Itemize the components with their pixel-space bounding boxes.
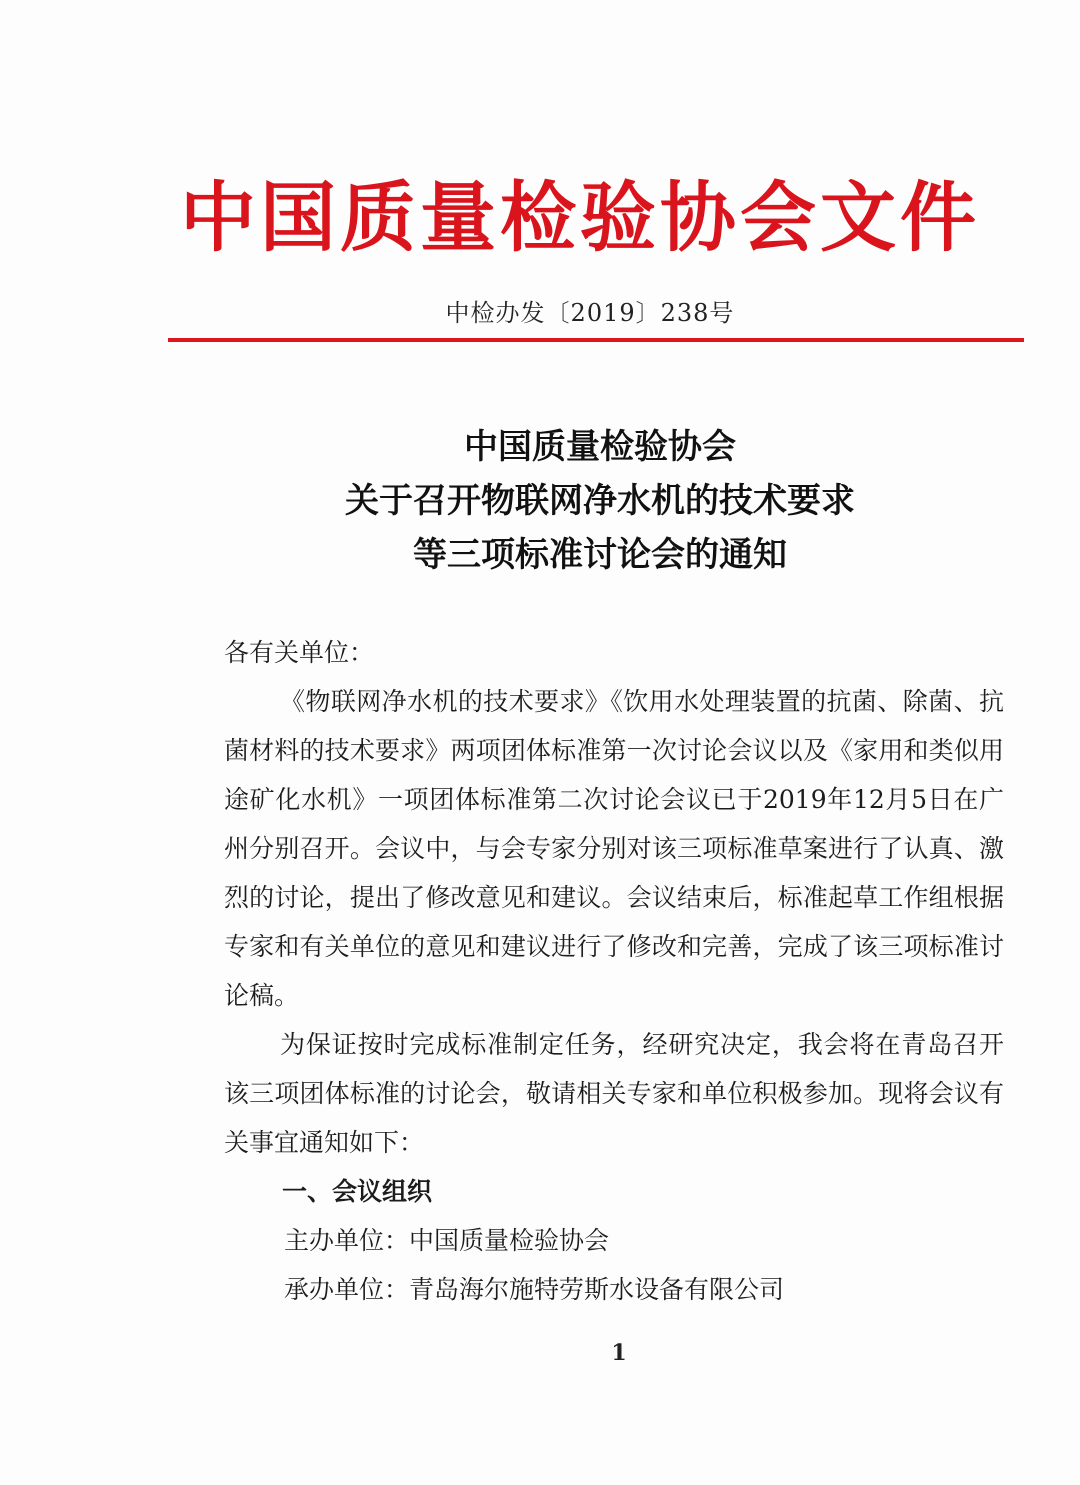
section-heading-organization: 一、会议组织 bbox=[282, 1177, 433, 1206]
notice-title-line-2: 关于召开物联网净水机的技术要求 bbox=[345, 481, 855, 521]
page-number: 1 bbox=[611, 1340, 627, 1366]
document-number: 中检办发〔2019〕238号 bbox=[445, 299, 735, 327]
notice-title bbox=[0, 420, 1080, 582]
paragraph-purpose: 为保证按时完成标准制定任务，经研究决定，我会将在青岛召开该三项团体标准的讨论会，敬请相关专家和单位积极参加。现将会议有关事宜通知如下： bbox=[224, 1030, 1004, 1157]
notice-title-line-3: 等三项标准讨论会的通知 bbox=[413, 535, 787, 575]
notice-body bbox=[224, 628, 1004, 1314]
red-divider-line bbox=[168, 338, 1024, 342]
paragraph-background: 《物联网净水机的技术要求》《饮用水处理装置的抗菌、除菌、抗菌材料的技术要求》两项团体标准第一次讨论会议以及《家用和类似用途矿化水机》一项团体标准第二次讨论会议已于2019年12月5日在广州分别召开。会议中，与会专家分别对该三项标准草案进行了认真、激烈的讨论，提出了修改意见和建议。会议结束后，标准起草工作组根据专家和有关单位的意见和建议进行了修改和完善，完成了该三项标准讨论稿。 bbox=[224, 687, 1004, 1010]
notice-title-line-1: 中国质量检验协会 bbox=[464, 427, 736, 467]
masthead-title: 中国质量检验协会文件 bbox=[180, 173, 980, 262]
host-organization: 主办单位：中国质量检验协会 bbox=[284, 1226, 610, 1255]
organizer-organization: 承办单位：青岛海尔施特劳斯水设备有限公司 bbox=[284, 1275, 785, 1304]
salutation: 各有关单位： bbox=[224, 638, 375, 667]
